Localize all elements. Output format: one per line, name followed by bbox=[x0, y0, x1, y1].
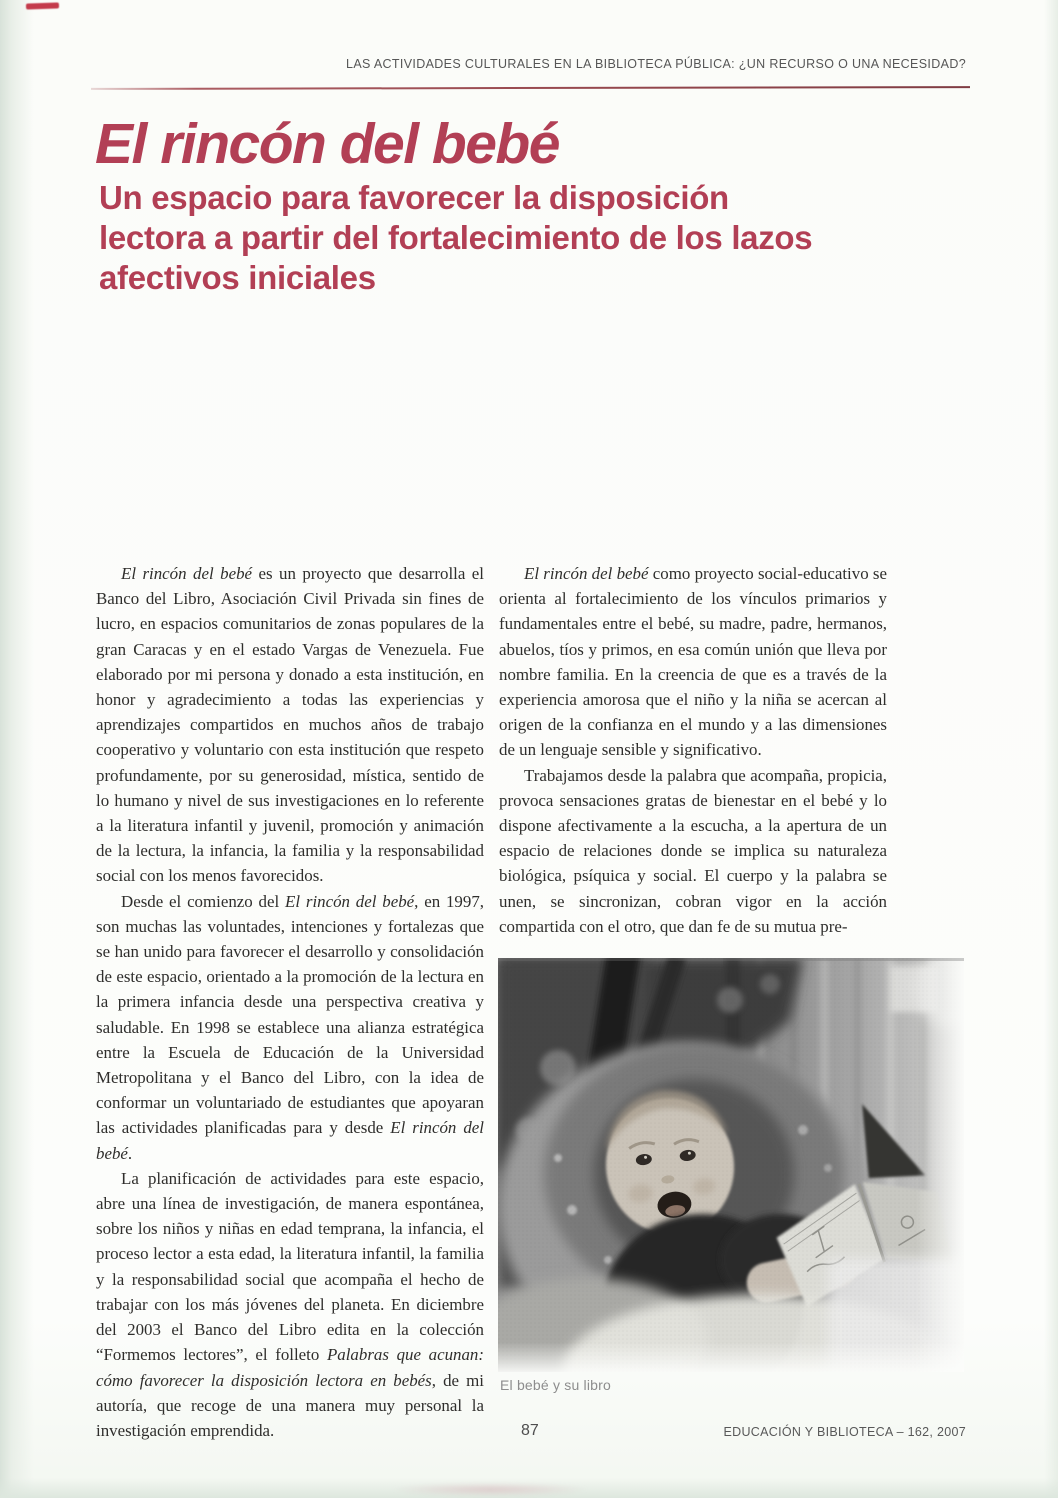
body-paragraph: Trabajamos desde la palabra que acompaña, propicia, provoca sensaciones gratas de bienestar en el bebé y lo dispone afectivamente a la escucha, a la apertura de un espacio de relaciones donde se implica su naturaleza biológica, psíquica y social. El cuerpo y la palabra se unen, se sincronizan, cobran vigor en la acción compartida con el otro, que dan fe de su mutua pre- bbox=[499, 765, 887, 936]
subtitle-line-3: afectivos iniciales bbox=[99, 259, 376, 296]
body-paragraph: El rincón del bebé como proyecto social-educativo se orienta al fortalecimiento de los vínculos primarios y fundamentales entre el bebé, su madre, padre, hermanos, abuelos, tíos y primos, en esa común unión que lleva por nombre familia. En la creencia de que es a través de la experiencia amorosa que el niño y la niña se acercan al origen de la confianza en el mundo y a las dimensiones de un lenguaje sensible y significativo. bbox=[499, 564, 887, 760]
header-rule bbox=[91, 86, 970, 90]
body-paragraph: El rincón del bebé es un proyecto que desarrolla el Banco del Libro, Asociación Civil Privada sin fines de lucro, en espacios comunitarios de zonas populares de la gran Caracas y en el estado Vargas de Venezuela. Fue elaborado por mi persona y donado a esta institución, en honor y agradecimiento a todas las experiencias y aprendizajes compartidos en muchos años de trabajo cooperativo y voluntario con esta institución que respeto profundamente, por su generosidad, mística, sentido de lo humano y nivel de sus investigaciones en lo referente a la literatura infantil y juvenil, promoción y animación de la lectura, la infancia, la familia y la responsabilidad social con los menos favorecidos. bbox=[96, 564, 484, 886]
corner-red-mark bbox=[26, 2, 59, 9]
body-paragraph: La planificación de actividades para este espacio, abre una línea de investigación, de manera espontánea, sobre los niños y niñas en edad temprana, la infancia, el proceso lector a esta edad, la literatura infantil, la familia y la responsabilidad social que acompaña el hecho de trabajar con los más jóvenes del planeta. En diciembre del 2003 el Banco del Libro edita en la colección “Formemos lectores”, el folleto Palabras que acunan: cómo favorecer la disposición lectora en bebés, de mi autoría, que recoge de una manera muy personal la investigación emprendida. bbox=[96, 1168, 484, 1440]
subtitle-line-2: lectora a partir del fortalecimiento de los lazos bbox=[99, 219, 813, 256]
subtitle-line-1: Un espacio para favorecer la disposición bbox=[99, 179, 729, 216]
baby-photo bbox=[498, 958, 964, 1372]
body-paragraph: Desde el comienzo del El rincón del bebé, en 1997, son muchas las voluntades, intenciones y fortalezas que se han unido para favorecer el desarrollo y consolidación de este espacio, orientado a la promoción de la lectura en la primera infancia desde una perspectiva creativa y saludable. En 1998 se establece una alianza estratégica entre la Escuela de Educación de la Universidad Metropolitana y el Banco del Libro, con la idea de conformar un voluntariado de estudiantes que apoyaran las actividades planificadas para y desde El rincón del bebé. bbox=[96, 891, 484, 1163]
running-header: LAS ACTIVIDADES CULTURALES EN LA BIBLIOTECA PÚBLICA: ¿UN RECURSO O UNA NECESIDAD? bbox=[346, 57, 966, 71]
article-subtitle bbox=[99, 178, 812, 298]
scan-edge-right bbox=[1044, 0, 1058, 1498]
column-right bbox=[499, 561, 887, 939]
article-title: El rincón del bebé bbox=[95, 112, 559, 176]
baby-photo-image bbox=[498, 958, 964, 1372]
journal-footer: EDUCACIÓN Y BIBLIOTECA – 162, 2007 bbox=[723, 1425, 966, 1439]
column-left bbox=[96, 561, 484, 1443]
scan-smudge bbox=[390, 1483, 590, 1496]
scan-edge-left bbox=[0, 0, 34, 1498]
photo-caption: El bebé y su libro bbox=[500, 1377, 611, 1393]
page-number: 87 bbox=[521, 1422, 539, 1439]
